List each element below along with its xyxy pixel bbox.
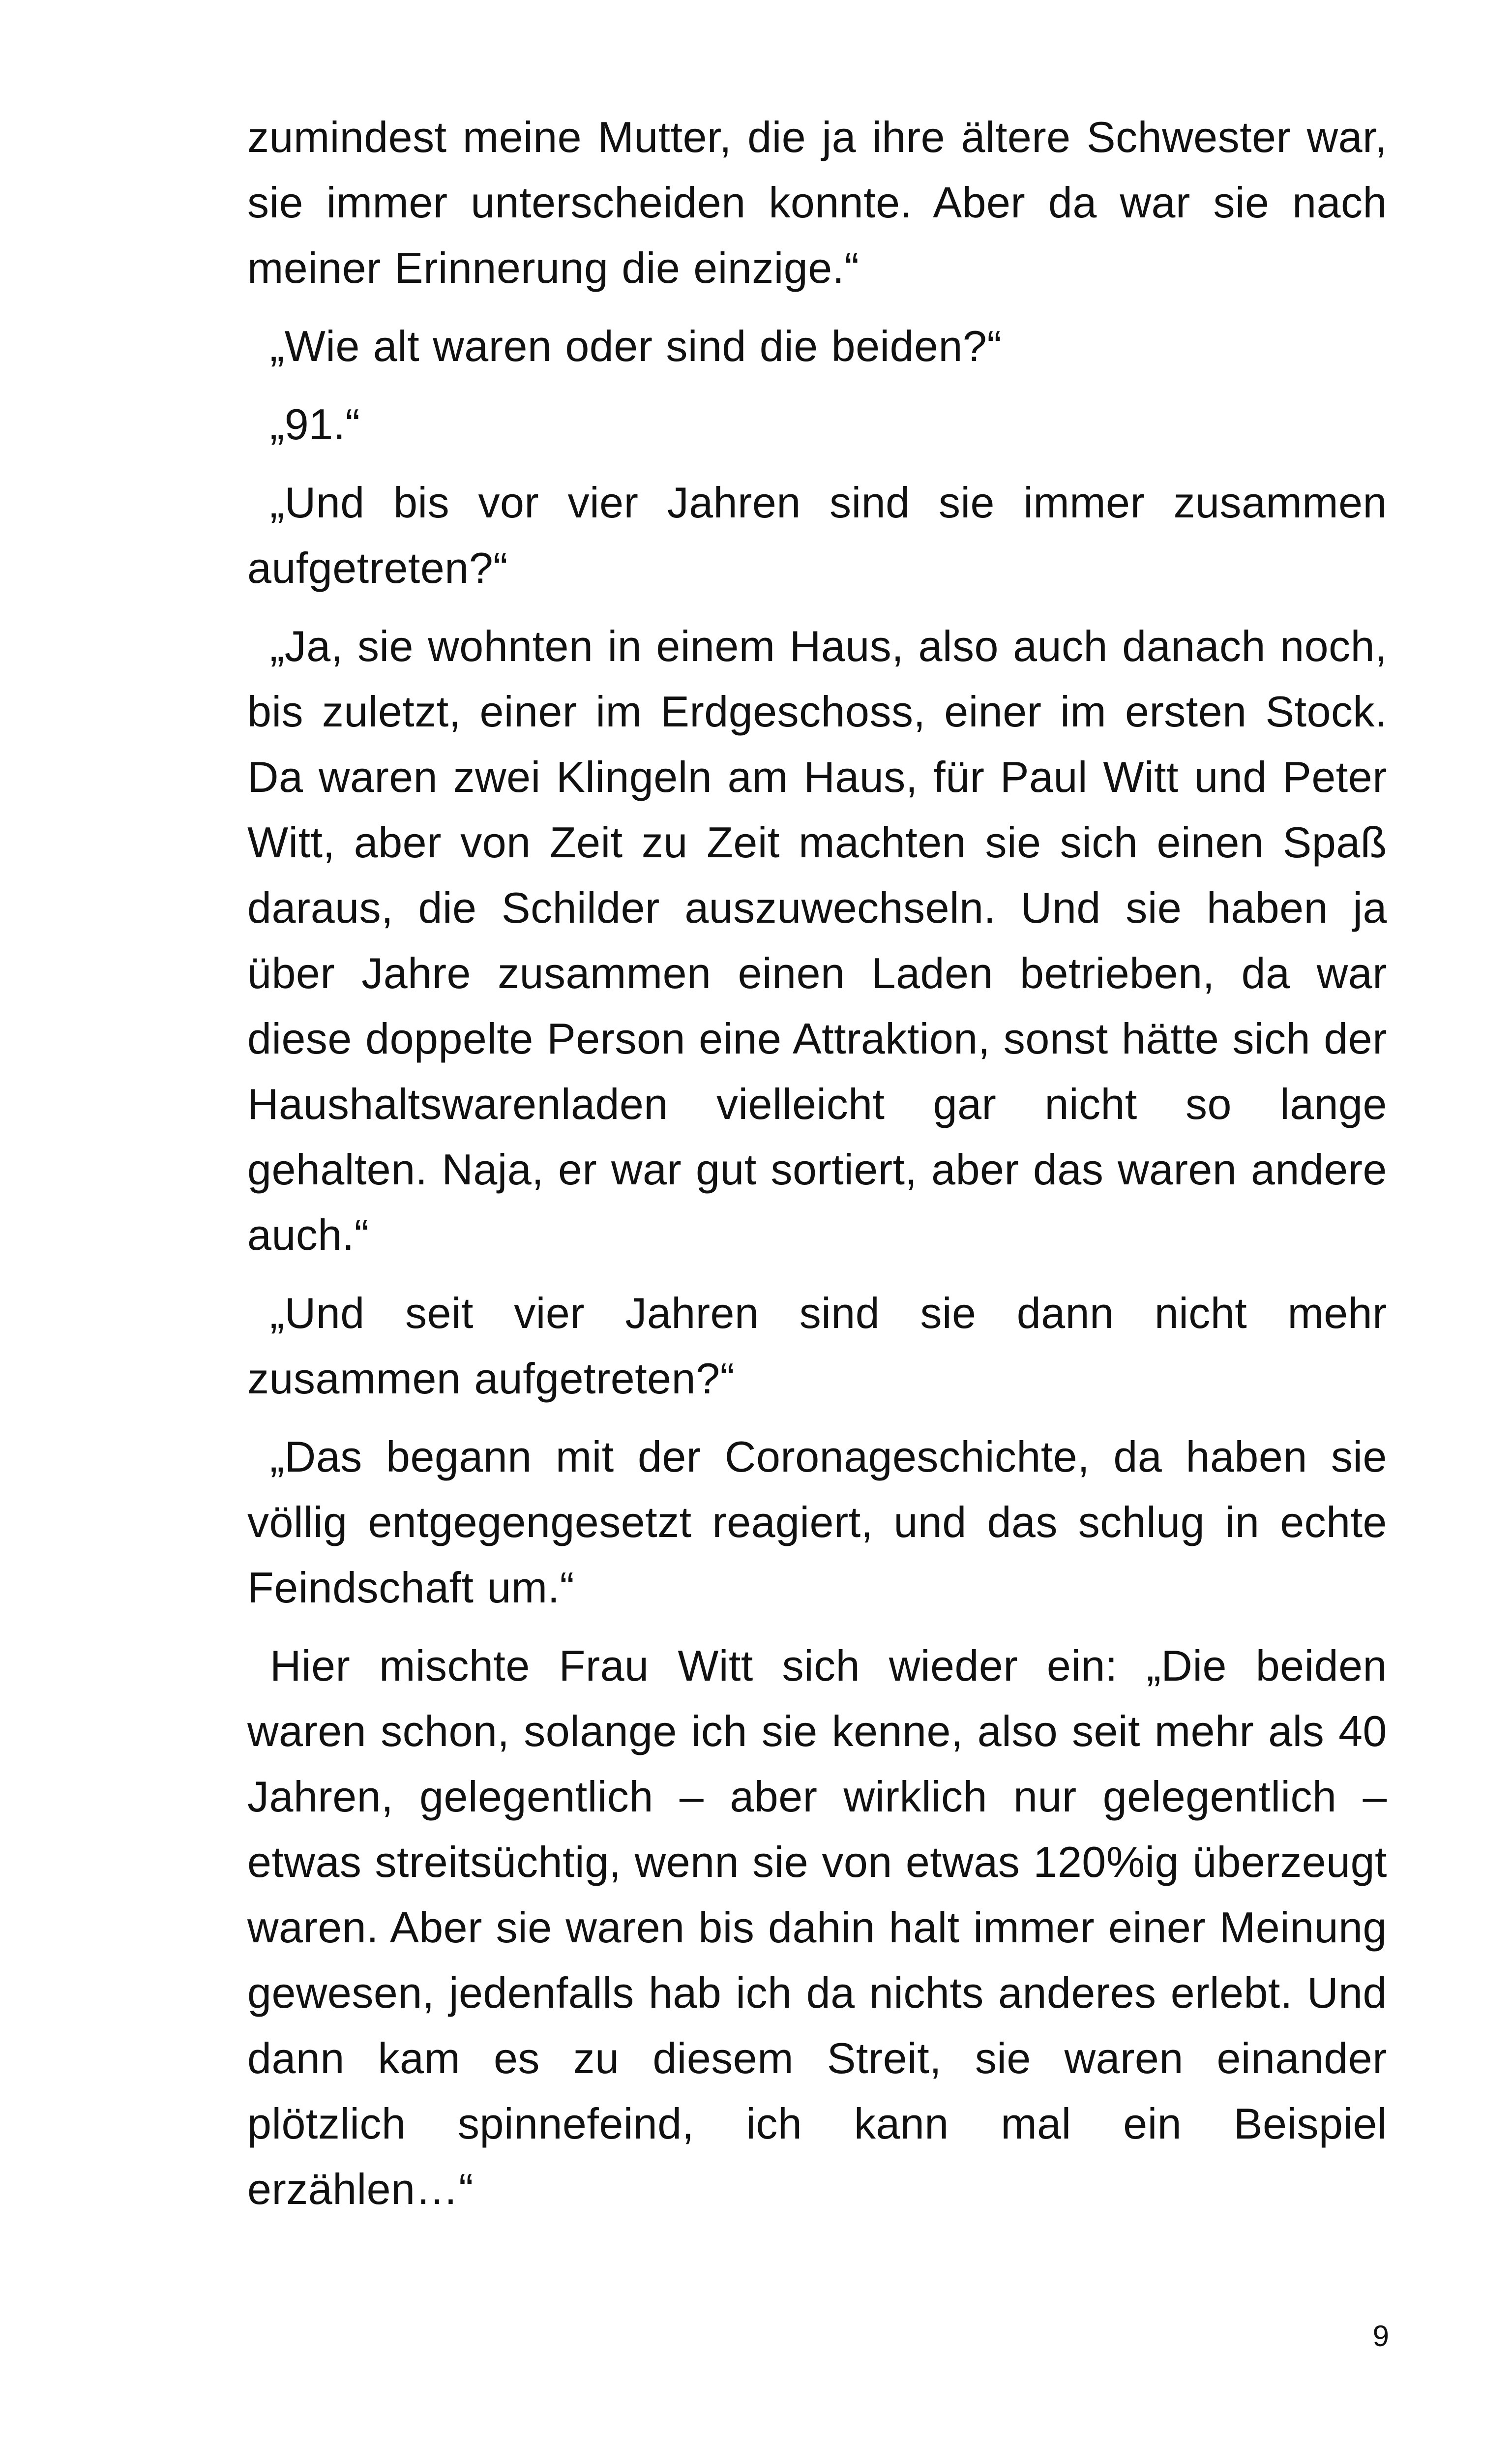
paragraph: Hier mischte Frau Witt sich wieder ein: „Die beiden waren schon, solange ich sie kenne, also seit mehr als 40 Jahren, gelegentlich – aber wirklich nur gelegentlich – etwas streitsüchtig, wenn sie von etwas 120%ig überzeugt waren. Aber sie waren bis dahin halt immer einer Meinung gewesen, jedenfalls hab ich da nichts anderes erlebt. Und dann kam es zu diesem Streit, sie waren einander plötzlich spinnefeind, ich kann mal ein Beispiel erzählen…“ bbox=[247, 1641, 1387, 2213]
paragraph: zumindest meine Mutter, die ja ihre ältere Schwester war, sie immer unterscheiden konnte. Aber da war sie nach meiner Erinnerung die einzige.“ bbox=[247, 113, 1387, 292]
body-text bbox=[247, 104, 1387, 2234]
paragraph: „91.“ bbox=[270, 400, 360, 449]
paragraph: „Wie alt waren oder sind die beiden?“ bbox=[270, 322, 1002, 370]
page-number: 9 bbox=[1372, 2320, 1389, 2353]
paragraph: „Das begann mit der Coronageschichte, da haben sie völlig entgegengesetzt reagiert, und das schlug in echte Feindschaft um.“ bbox=[247, 1432, 1387, 1612]
paragraph: „Ja, sie wohnten in einem Haus, also auch danach noch, bis zuletzt, einer im Erdgeschoss, einer im ersten Stock. Da waren zwei Klingeln am Haus, für Paul Witt und Peter Witt, aber von Zeit zu Zeit machten sie sich einen Spaß daraus, die Schilder auszuwechseln. Und sie haben ja über Jahre zusammen einen Laden betrieben, da war diese doppelte Person eine Attraktion, sonst hätte sich der Haushaltswarenladen vielleicht gar nicht so lange gehalten. Naja, er war gut sortiert, aber das waren andere auch.“ bbox=[247, 622, 1387, 1259]
paragraph: „Und seit vier Jahren sind sie dann nicht mehr zusammen aufgetreten?“ bbox=[247, 1289, 1387, 1403]
paragraph: „Und bis vor vier Jahren sind sie immer zusammen aufgetreten?“ bbox=[247, 478, 1387, 592]
